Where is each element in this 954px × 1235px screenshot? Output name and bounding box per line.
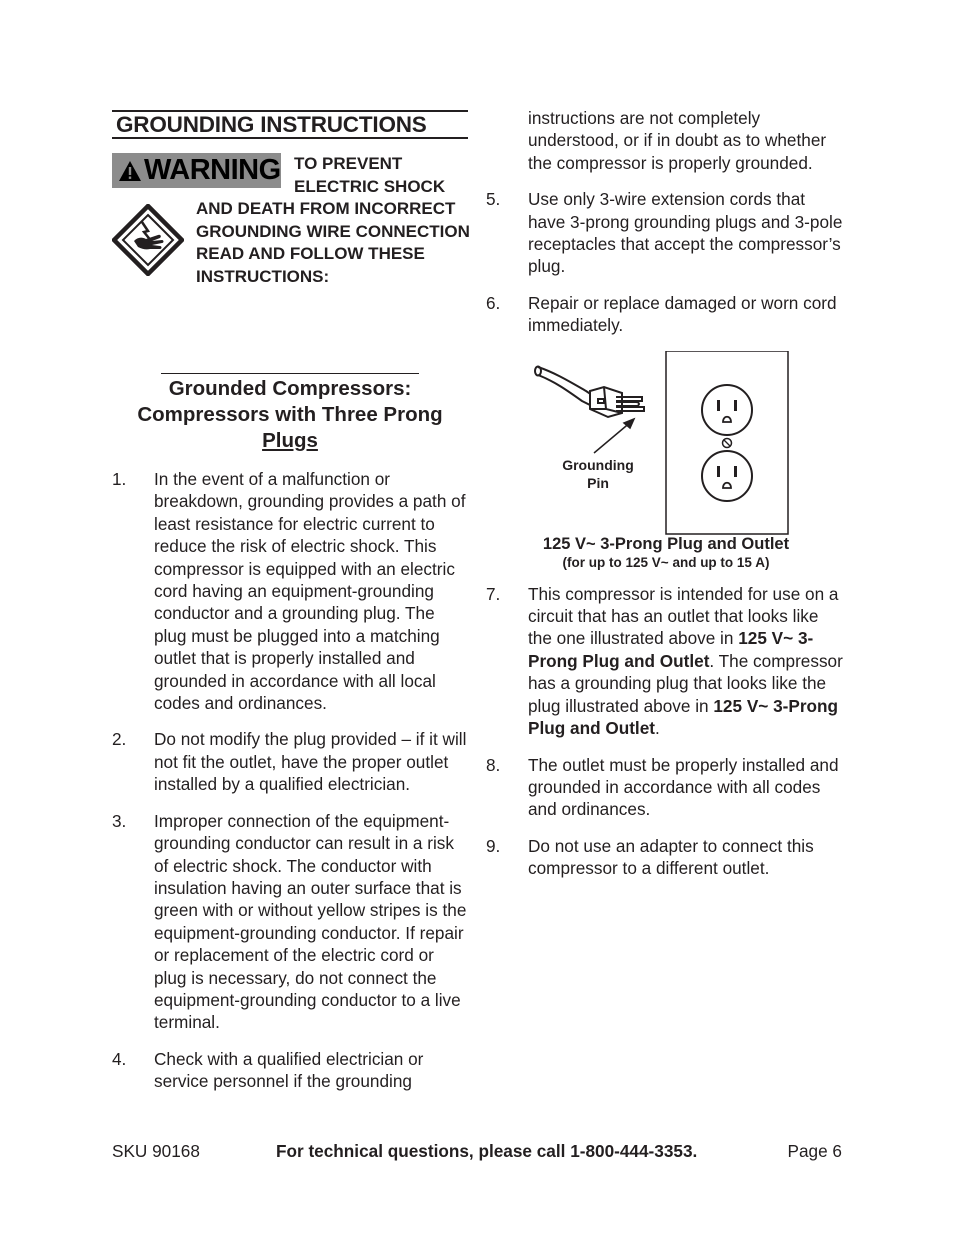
item-4-continuation: instructions are not completely understood, or if in doubt as to whether the compressor is properly grounded. [528, 108, 827, 173]
item-7-bold-2: 125 V~ 3-Prong Plug and Outlet [528, 695, 839, 739]
footer-page-number: Page 6 [787, 1141, 842, 1161]
list-item [486, 188, 846, 278]
warning-block [112, 153, 468, 353]
plug-outlet-figure [486, 351, 846, 601]
item-number: 8. [486, 754, 501, 775]
footer-tech-support: For technical questions, please call 1-800-444-3353. [276, 1141, 698, 1161]
item-7-part-1: This compressor is intended for use on a circuit that has an outlet that looks like the one illustrated above in [528, 583, 839, 649]
subheading-line-2: Compressors with Three Prong [137, 403, 443, 426]
item-number: 1. [112, 469, 127, 489]
list-item [486, 583, 846, 740]
electric-shock-hazard-icon [112, 204, 184, 276]
figure-caption: 125 V~ 3-Prong Plug and Outlet [542, 534, 790, 553]
item-text [528, 583, 846, 740]
footer-sku: SKU 90168 [112, 1141, 200, 1161]
list-item [486, 835, 846, 880]
item-text: Repair or replace damaged or worn cord immediately. [528, 292, 837, 336]
pointer-arrow-icon [594, 419, 634, 453]
item-number: 9. [486, 835, 501, 856]
plug-outlet-illustration [486, 351, 846, 536]
item-number: 2. [112, 729, 127, 750]
warning-badge [112, 153, 281, 188]
grounding-label-line-2: Pin [587, 475, 609, 492]
subheading-line-3: Plugs [262, 429, 318, 452]
warning-badge-label: WARNING [144, 154, 281, 186]
item-number: 5. [486, 189, 501, 210]
list-item [112, 810, 468, 1034]
section-title: GROUNDING INSTRUCTIONS [112, 110, 468, 139]
item-number: 3. [112, 810, 127, 831]
page-footer [112, 1140, 842, 1162]
list-item [112, 1048, 468, 1093]
right-column [486, 107, 846, 894]
warning-headline: TO PREVENT ELECTRIC SHOCK [294, 154, 446, 196]
instruction-list-left [112, 468, 468, 1093]
item-text: Do not use an adapter to connect this compressor to a different outlet. [528, 835, 814, 879]
item-7-part-2: . The compressor has a grounding plug that looks like the plug illustrated above in [528, 650, 843, 716]
item-number: 6. [486, 292, 501, 313]
warning-body: AND DEATH FROM INCORRECT GROUNDING WIRE CONNECTION READ AND FOLLOW THESE INSTRUCTIONS: [196, 199, 470, 286]
item-text: Improper connection of the equipment-grounding conductor can result in a risk of electric shock. The conductor with insulation having an outer surface that is green with or without yellow stripes is the equipment-grounding conductor. If repair or replacement of the electric cord or plug is necessary, do not connect the equipment-grounding conductor to a live terminal. [154, 810, 467, 1033]
grounding-label-line-1: Grounding [562, 456, 634, 473]
item-text: Use only 3-wire extension cords that have 3-prong grounding plugs and 3-pole receptacles that accept the compressor’s plug. [528, 189, 843, 277]
item-text: Check with a qualified electrician or service personnel if the grounding [154, 1048, 424, 1092]
subheading-rule [161, 373, 419, 374]
instruction-list-right-bottom [486, 583, 846, 880]
item-text: The outlet must be properly installed and grounded in accordance with all codes and ordinances. [528, 754, 839, 820]
list-item [486, 292, 846, 337]
three-prong-plug-icon [535, 366, 644, 417]
subheading [112, 376, 468, 454]
list-item [112, 468, 468, 714]
item-number: 7. [486, 583, 501, 604]
list-item [112, 728, 468, 795]
figure-subcaption: (for up to 125 V~ and up to 15 A) [562, 554, 770, 570]
item-text: In the event of a malfunction or breakdown, grounding provides a path of least resistance for electric current to reduce the risk of electric shock. This compressor is equipped with an electric cord having an equipment-grounding conductor and a grounding plug. The plug must be plugged into a matching outlet that is properly installed and grounded in accordance with all local codes and ordinances. [154, 469, 466, 714]
left-column [112, 110, 468, 1107]
item-number: 4. [112, 1048, 127, 1069]
subheading-line-1: Grounded Compressors: [168, 377, 412, 400]
item-7-part-3: . [655, 718, 660, 739]
list-item [486, 754, 846, 821]
item-7-bold-1: 125 V~ 3-Prong Plug and Outlet [528, 628, 814, 671]
warning-triangle-icon [118, 160, 142, 182]
instruction-list-right-top [486, 188, 846, 336]
item-text: Do not modify the plug provided – if it will not fit the outlet, have the proper outlet installed by a qualified electrician. [154, 729, 467, 795]
duplex-outlet-icon [666, 351, 788, 534]
grounding-pin-label [552, 456, 644, 493]
